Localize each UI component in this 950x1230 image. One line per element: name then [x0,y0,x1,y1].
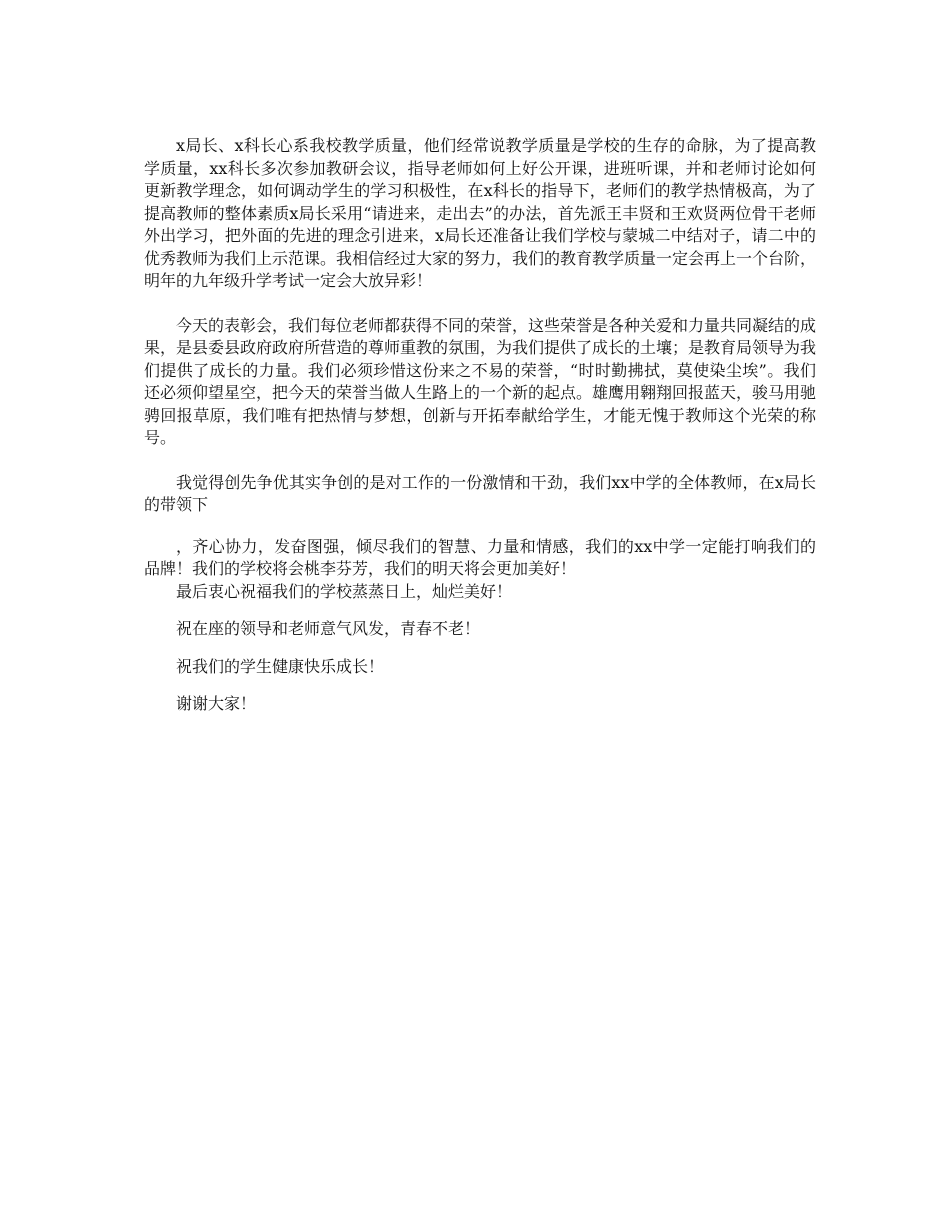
paragraph-leaders-teaching-quality: x局长、x科长心系我校教学质量，他们经常说教学质量是学校的生存的命脉，为了提高教学质量，xx科长多次参加教研会议，指导老师如何上好公开课，进班听课，并和老师讨论如何更新教学理念，如何调动学生的学习积极性，在x科长的指导下，老师们的教学热情极高，为了提高教师的整体素质x局长采用“请进来，走出去”的办法，首先派王丰贤和王欢贤两位骨干老师外出学习，把外面的先进的理念引进来，x局长还准备让我们学校与蒙城二中结对子，请二中的优秀教师为我们上示范课。我相信经过大家的努力，我们的教育教学质量一定会再上一个台阶，明年的九年级升学考试一定会大放异彩！ [144,136,817,290]
paragraph-striving-excellence: 我觉得创先争优其实争创的是对工作的一份激情和干劲，我们xx中学的全体教师，在x局长的带领下 [144,472,816,514]
closing-wish-students: 祝我们的学生健康快乐成长！ [176,656,385,676]
paragraph-commendation-honor: 今天的表彰会，我们每位老师都获得不同的荣誉，这些荣誉是各种关爱和力量共同凝结的成果，是县委县政府政府所营造的尊师重教的氛围，为我们提供了成长的土壤；是教育局领导为我们提供了成长的力量。我们必须珍惜这份来之不易的荣誉，“时时勤拂拭，莫使染尘埃”。我们还必须仰望星空，把今天的荣誉当做人生路上的一个新的起点。雄鹰用翱翔回报蓝天，骏马用驰骋回报草原，我们唯有把热情与梦想，创新与开拓奉献给学生，才能无愧于教师这个光荣的称号。 [144,315,817,447]
document-body [144,135,816,716]
closing-thanks: 谢谢大家！ [176,694,257,713]
paragraph-united-effort: ，齐心协力，发奋图强，倾尽我们的智慧、力量和情感，我们的xx中学一定能打响我们的品牌！我们的学校将会桃李芬芳，我们的明天将会更加美好！ [144,536,816,578]
closing-wish-teachers: 祝在座的领导和老师意气风发，青春不老！ [176,619,481,638]
closing-wish-school: 最后衷心祝福我们的学校蒸蒸日上，灿烂美好！ [176,581,513,601]
